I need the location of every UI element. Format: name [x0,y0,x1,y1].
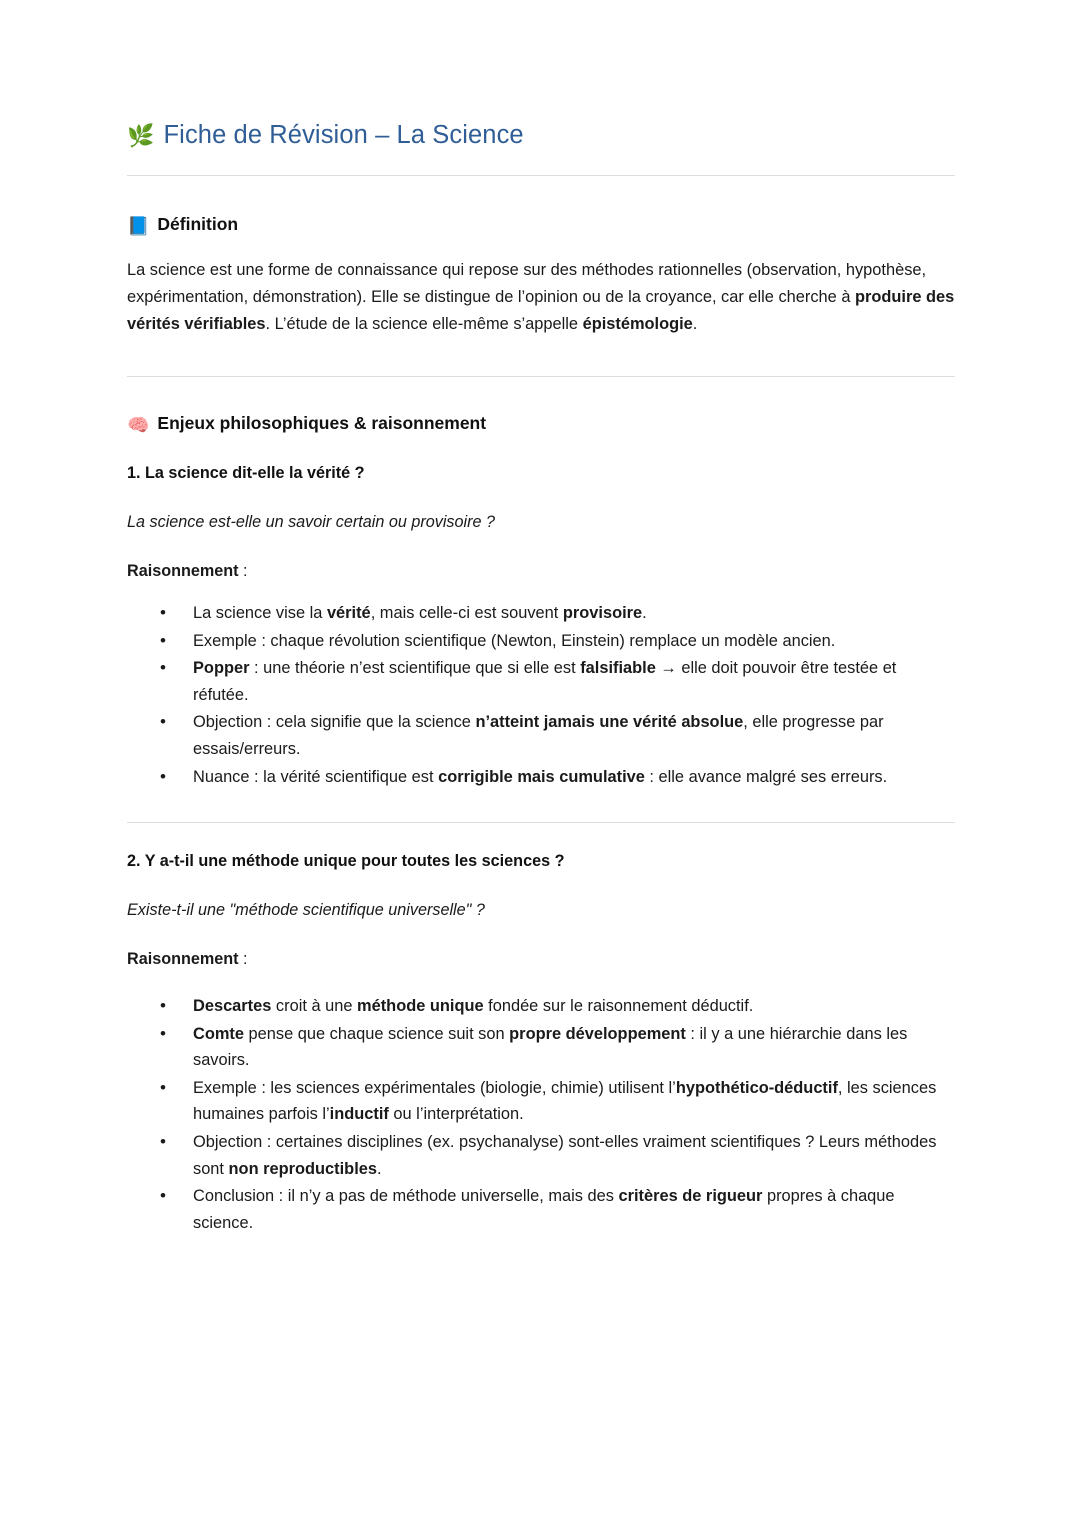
question-title: 1. La science dit-elle la vérité ? [127,464,365,483]
list-item: • Comte pense que chaque science suit son propre développement : il y a une hiérarchie dans les savoirs. [127,1021,955,1074]
reasoning-list [127,993,955,1236]
section-heading-definition-label: Définition [157,213,239,234]
brain-icon: 🧠 [127,415,150,436]
reasoning-label: Raisonnement : [127,562,248,581]
question-subtitle: Existe-t-il une "méthode scientifique universelle" ? [127,900,485,919]
section-heading-enjeux [127,413,955,435]
section-heading-enjeux-label: Enjeux philosophiques & raisonnement [157,413,487,434]
question-block [127,462,955,790]
divider-after-definition [127,376,955,377]
divider-top [127,175,955,176]
list-item: • Exemple : chaque révolution scientifique (Newton, Einstein) remplace un modèle ancien. [127,628,955,655]
reasoning-list [127,600,955,790]
list-item: • La science vise la vérité, mais celle-ci est souvent provisoire. [127,600,955,627]
document-content [127,120,955,1237]
list-item: • Exemple : les sciences expérimentales (biologie, chimie) utilisent l’hypothético-déductif, les sciences humaines parfois l’inductif ou l’interprétation. [127,1075,955,1128]
list-item: • Popper : une théorie n’est scientifique que si elle est falsifiable → elle doit pouvoir être testée et réfutée. [127,655,955,708]
definition-paragraph: La science est une forme de connaissance qui repose sur des méthodes rationnelles (observation, hypothèse, expérimentation, démonstration). Elle se distingue de l’opinion ou de la croyance, car elle cherche à produire des vérités vérifiables. L’étude de la science elle-même s’appelle épistémologie. [127,261,955,333]
list-item: • Objection : certaines disciplines (ex. psychanalyse) sont-elles vraiment scientifiques ? Leurs méthodes sont non reproductibles. [127,1129,955,1182]
page-title-text: Fiche de Révision – La Science [163,121,524,149]
herb-leaf-icon: 🌿 [127,123,155,149]
reasoning-label: Raisonnement : [127,950,248,969]
blue-book-icon: 📘 [127,215,150,236]
list-item: • Descartes croit à une méthode unique fondée sur le raisonnement déductif. [127,993,955,1020]
question-block [127,850,955,1236]
page-title [127,120,955,151]
list-item: • Conclusion : il n’y a pas de méthode universelle, mais des critères de rigueur propres à chaque science. [127,1183,955,1236]
list-item: • Nuance : la vérité scientifique est corrigible mais cumulative : elle avance malgré ses erreurs. [127,764,955,791]
divider-between-questions [127,822,955,823]
section-heading-definition [127,214,955,236]
question-title: 2. Y a-t-il une méthode unique pour toutes les sciences ? [127,852,565,871]
list-item: • Objection : cela signifie que la science n’atteint jamais une vérité absolue, elle progresse par essais/erreurs. [127,709,955,762]
question-subtitle: La science est-elle un savoir certain ou provisoire ? [127,512,496,531]
